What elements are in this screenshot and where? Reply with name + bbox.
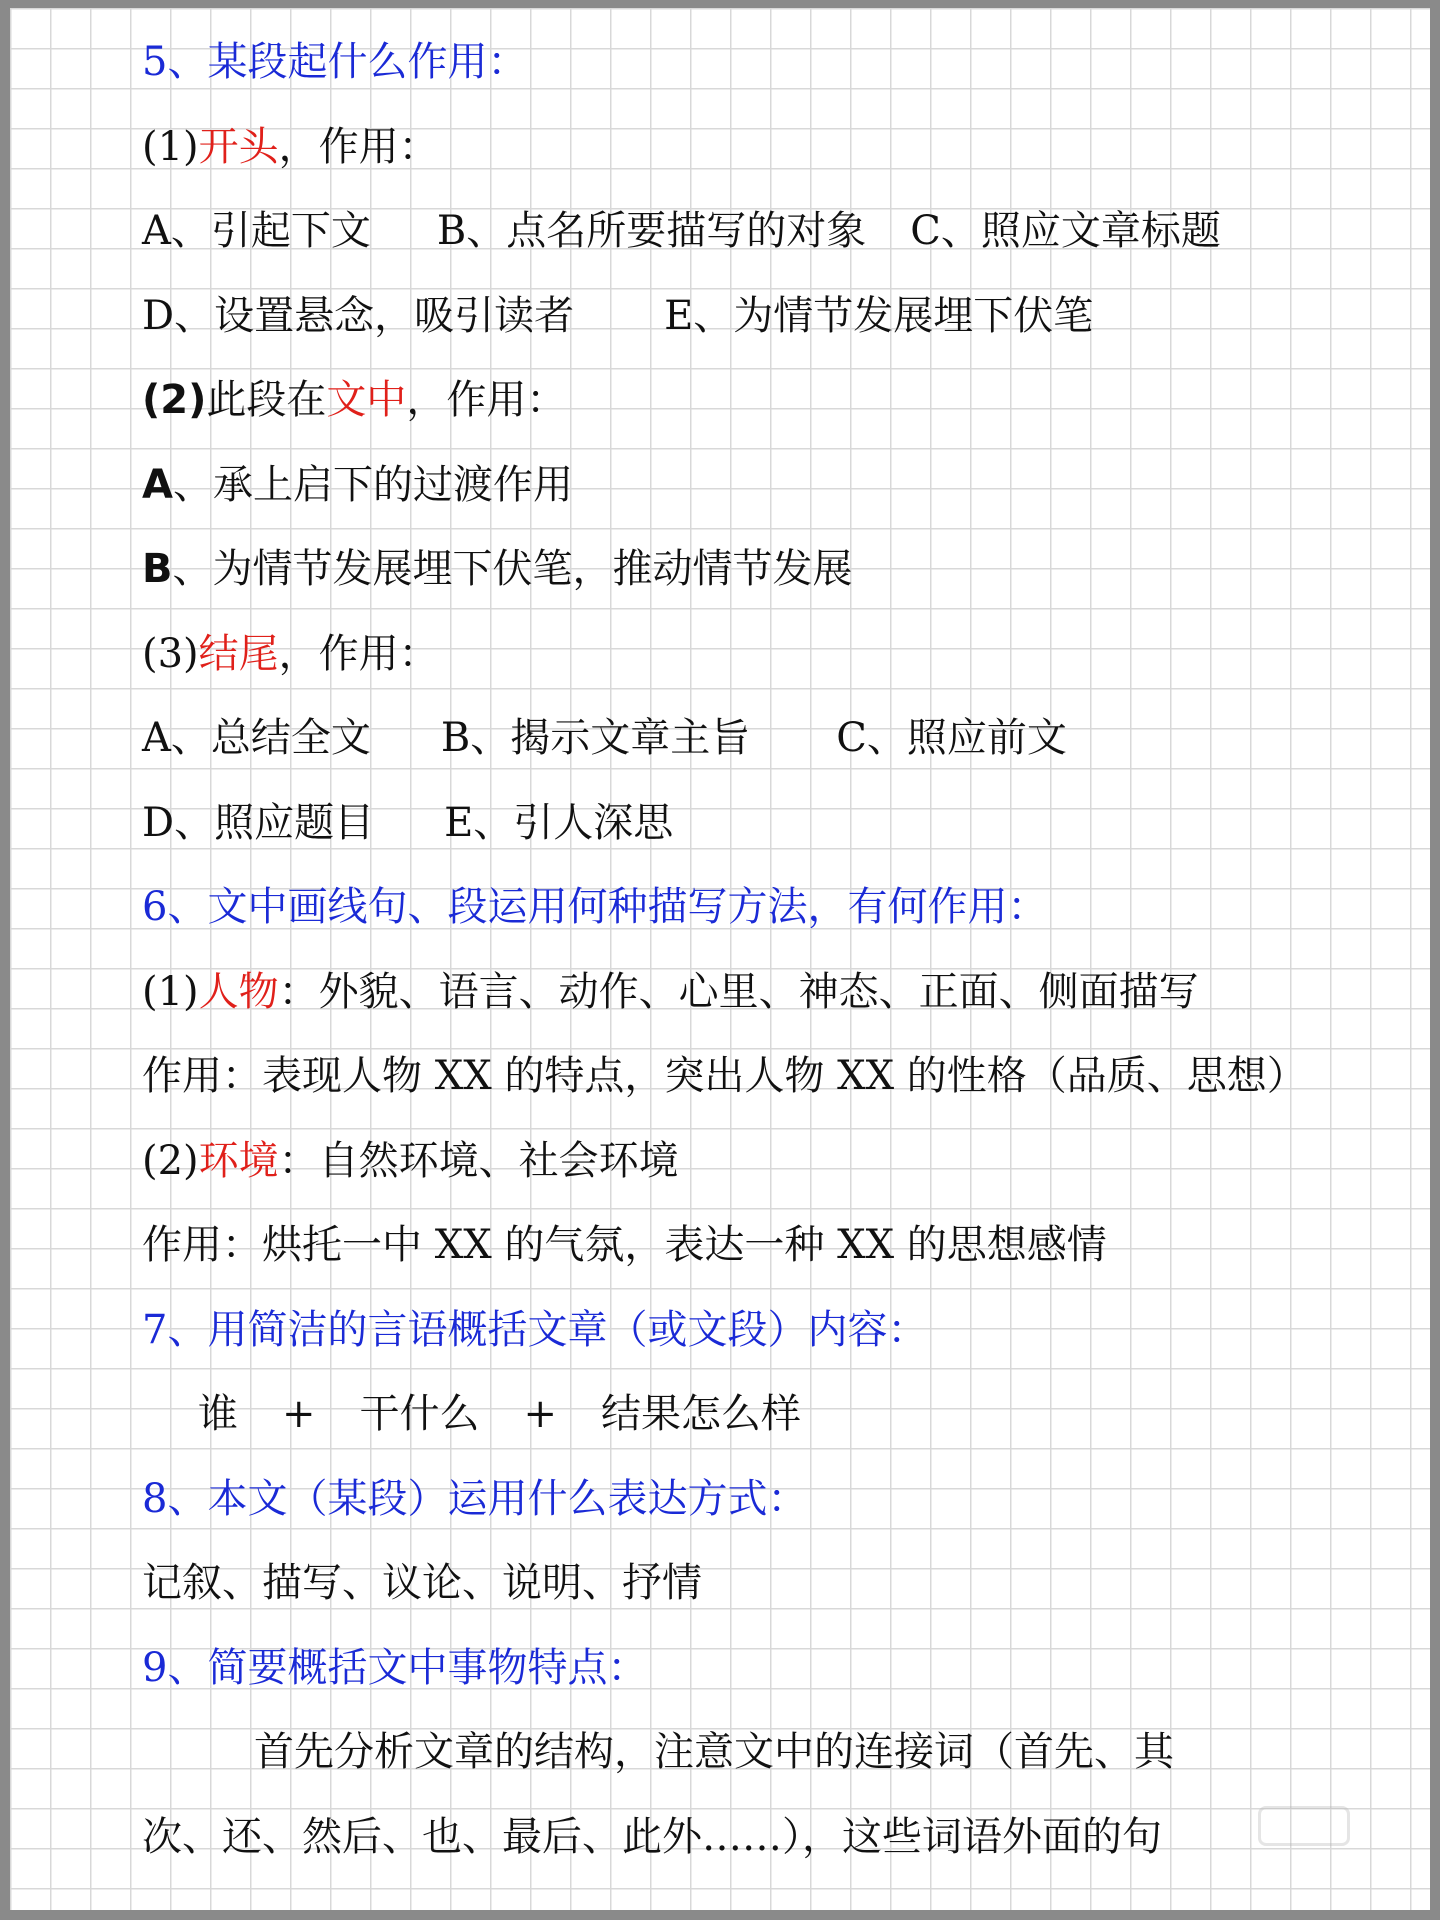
option-b: B、揭示文章主旨 <box>440 715 751 761</box>
notes-content <box>142 20 1307 1879</box>
formula-who: 谁 <box>198 1391 238 1437</box>
part-number: (2) <box>142 1137 199 1184</box>
keyword-highlight: 人物 <box>198 968 279 1015</box>
s5-part2-option-a <box>142 443 1302 528</box>
part-number: (1) <box>142 123 199 170</box>
part-title-rest: ，作用： <box>406 377 567 423</box>
option-letter: A <box>142 461 173 508</box>
s6-part1 <box>142 950 1302 1035</box>
s8-answer: 记叙、描写、议论、说明、抒情 <box>142 1560 702 1606</box>
section-9-heading: 9、简要概括文中事物特点： <box>142 1644 648 1691</box>
watermark-logo <box>1258 1806 1350 1846</box>
option-e: E、为情节发展埋下伏笔 <box>664 292 1094 339</box>
s5-part1-options-row1 <box>142 189 1302 274</box>
s7-formula <box>142 1372 1302 1457</box>
section-8-heading: 8、本文（某段）运用什么表达方式： <box>142 1475 808 1522</box>
option-text: 、承上启下的过渡作用 <box>172 461 573 508</box>
option-e: E、引人深思 <box>444 799 674 846</box>
s5-part1-options-row2 <box>142 274 1302 359</box>
formula-result: 结果怎么样 <box>601 1391 802 1437</box>
s6-part2 <box>142 1119 1302 1204</box>
option-a: A、总结全文 <box>142 715 371 761</box>
keyword-highlight: 结尾 <box>198 630 279 677</box>
s9-paragraph-line-2: 次、还、然后、也、最后、此外……），这些词语外面的句 <box>142 1813 1162 1860</box>
part-text: ：外貌、语言、动作、心里、神态、正面、侧面描写 <box>278 968 1199 1015</box>
option-a: A、引起下文 <box>142 208 371 254</box>
s5-part2-title <box>142 358 1302 443</box>
keyword-highlight: 文中 <box>326 377 407 423</box>
s5-part3-title <box>142 612 1302 697</box>
formula-plus: + <box>523 1391 558 1437</box>
option-letter: B <box>142 546 173 592</box>
part-title-pre: 此段在 <box>206 377 327 423</box>
part-number: (2) <box>142 377 207 423</box>
section-6-heading: 6、文中画线句、段运用何种描写方法，有何作用： <box>142 884 1048 930</box>
s9-paragraph-line-1 <box>142 1710 1302 1795</box>
formula-what: 干什么 <box>359 1391 480 1437</box>
section-5-heading: 5、某段起什么作用： <box>142 39 528 85</box>
option-c: C、照应文章标题 <box>910 208 1221 254</box>
part-title-rest: ，作用： <box>278 123 439 170</box>
s6-part1-effect: 作用：表现人物 XX 的特点，突出人物 XX 的性格（品质、思想） <box>142 1053 1307 1099</box>
s5-part2-option-b <box>142 527 1302 612</box>
paragraph-text: 首先分析文章的结构，注意文中的连接词（首先、其 <box>254 1729 1174 1775</box>
option-d: D、照应题目 <box>142 799 375 846</box>
s6-part2-effect: 作用：烘托一中 XX 的气氛，表达一种 XX 的思想感情 <box>142 1222 1107 1268</box>
formula-plus: + <box>282 1391 316 1437</box>
option-c: C、照应前文 <box>836 715 1067 761</box>
keyword-highlight: 环境 <box>198 1137 279 1184</box>
part-number: (3) <box>142 630 199 677</box>
s5-part3-options-row2 <box>142 781 1302 866</box>
part-title-rest: ，作用： <box>278 630 439 677</box>
option-b: B、点名所要描写的对象 <box>436 208 867 254</box>
keyword-highlight: 开头 <box>198 123 279 170</box>
s5-part3-options-row1 <box>142 696 1302 781</box>
option-text: 、为情节发展埋下伏笔，推动情节发展 <box>172 546 853 592</box>
section-7-heading: 7、用简洁的言语概括文章（或文段）内容： <box>142 1306 928 1353</box>
option-d: D、设置悬念，吸引读者 <box>142 292 575 339</box>
part-text: ：自然环境、社会环境 <box>278 1137 679 1184</box>
s5-part1-title <box>142 105 1302 190</box>
part-number: (1) <box>142 968 199 1015</box>
grid-paper-sheet <box>10 8 1430 1910</box>
